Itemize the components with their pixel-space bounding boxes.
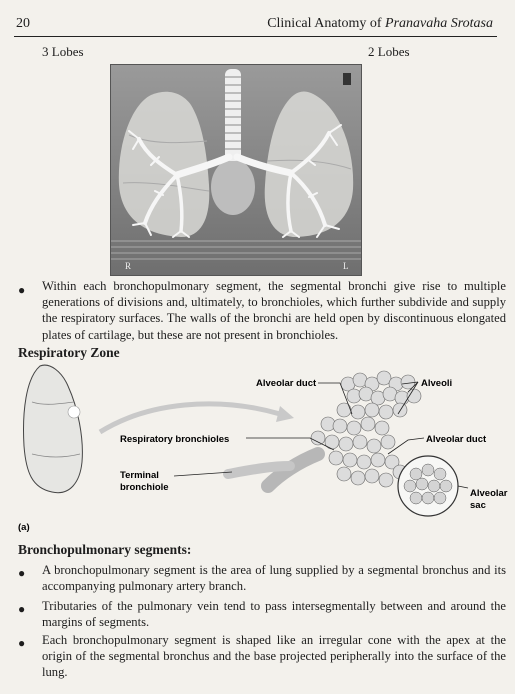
label-alveolar-duct-right: Alveolar duct: [426, 434, 487, 445]
label-bronchiole: bronchiole: [120, 482, 169, 493]
label-respiratory-bronchioles: Respiratory bronchioles: [120, 434, 230, 445]
running-header-title: [267, 16, 493, 32]
respiratory-zone-heading: Respiratory Zone: [18, 345, 120, 360]
label-alveolar: Alveolar: [470, 488, 508, 499]
bullet-marker: ●: [18, 636, 26, 650]
photo-marker-l: L: [343, 261, 349, 271]
label-sac: sac: [470, 500, 486, 511]
label-terminal: Terminal: [120, 470, 159, 481]
lung-bronchial-tree-illustration: [111, 65, 361, 275]
respiratory-zone-diagram: [18, 362, 508, 532]
two-lobes-label: 2 Lobes: [368, 44, 410, 59]
paragraph-bronchial-divisions: Within each bronchopulmonary segment, the segmental bronchi give rise to multiple generations of divisions and, ultimately, to bronchioles, which further subdivide and supply the respiratory surfaces. The walls of the bronchi are held open by discontinuous elongated plates of cartilage, but these are not present in bronchioles.: [42, 279, 506, 342]
running-header-prefix: Clinical Anatomy of: [267, 16, 386, 31]
header-rule: [14, 36, 497, 37]
photo-marker-r: R: [125, 261, 132, 271]
bullet-segment-definition: A bronchopulmonary segment is the area of lung supplied by a segmental bronchus and its accompanying pulmonary artery branch.: [42, 563, 506, 594]
bullet-marker: ●: [18, 602, 26, 616]
bullet-segment-shape: Each bronchopulmonary segment is shaped like an irregular cone with the apex at the origin of the segmental bronchus and the base projected peripherally into the surface of the lung.: [42, 633, 506, 680]
bullet-marker: ●: [18, 566, 26, 580]
segments-heading: Bronchopulmonary segments:: [18, 542, 192, 557]
bullet-marker: ●: [18, 283, 26, 297]
label-alveoli: Alveoli: [421, 378, 453, 389]
panel-label-a: (a): [18, 522, 30, 532]
respiratory-zone-illustration: [18, 362, 508, 532]
label-alveolar-duct-top: Alveolar duct: [256, 378, 317, 389]
three-lobes-label: 3 Lobes: [42, 44, 84, 59]
page-number: 20: [16, 16, 30, 31]
lung-specimen-photo: [110, 64, 362, 276]
running-header-italic: Pranavaha Srotasa: [385, 16, 493, 31]
bullet-pulmonary-vein: Tributaries of the pulmonary vein tend to pass intersegmentally between and around the margins of segments.: [42, 599, 506, 630]
